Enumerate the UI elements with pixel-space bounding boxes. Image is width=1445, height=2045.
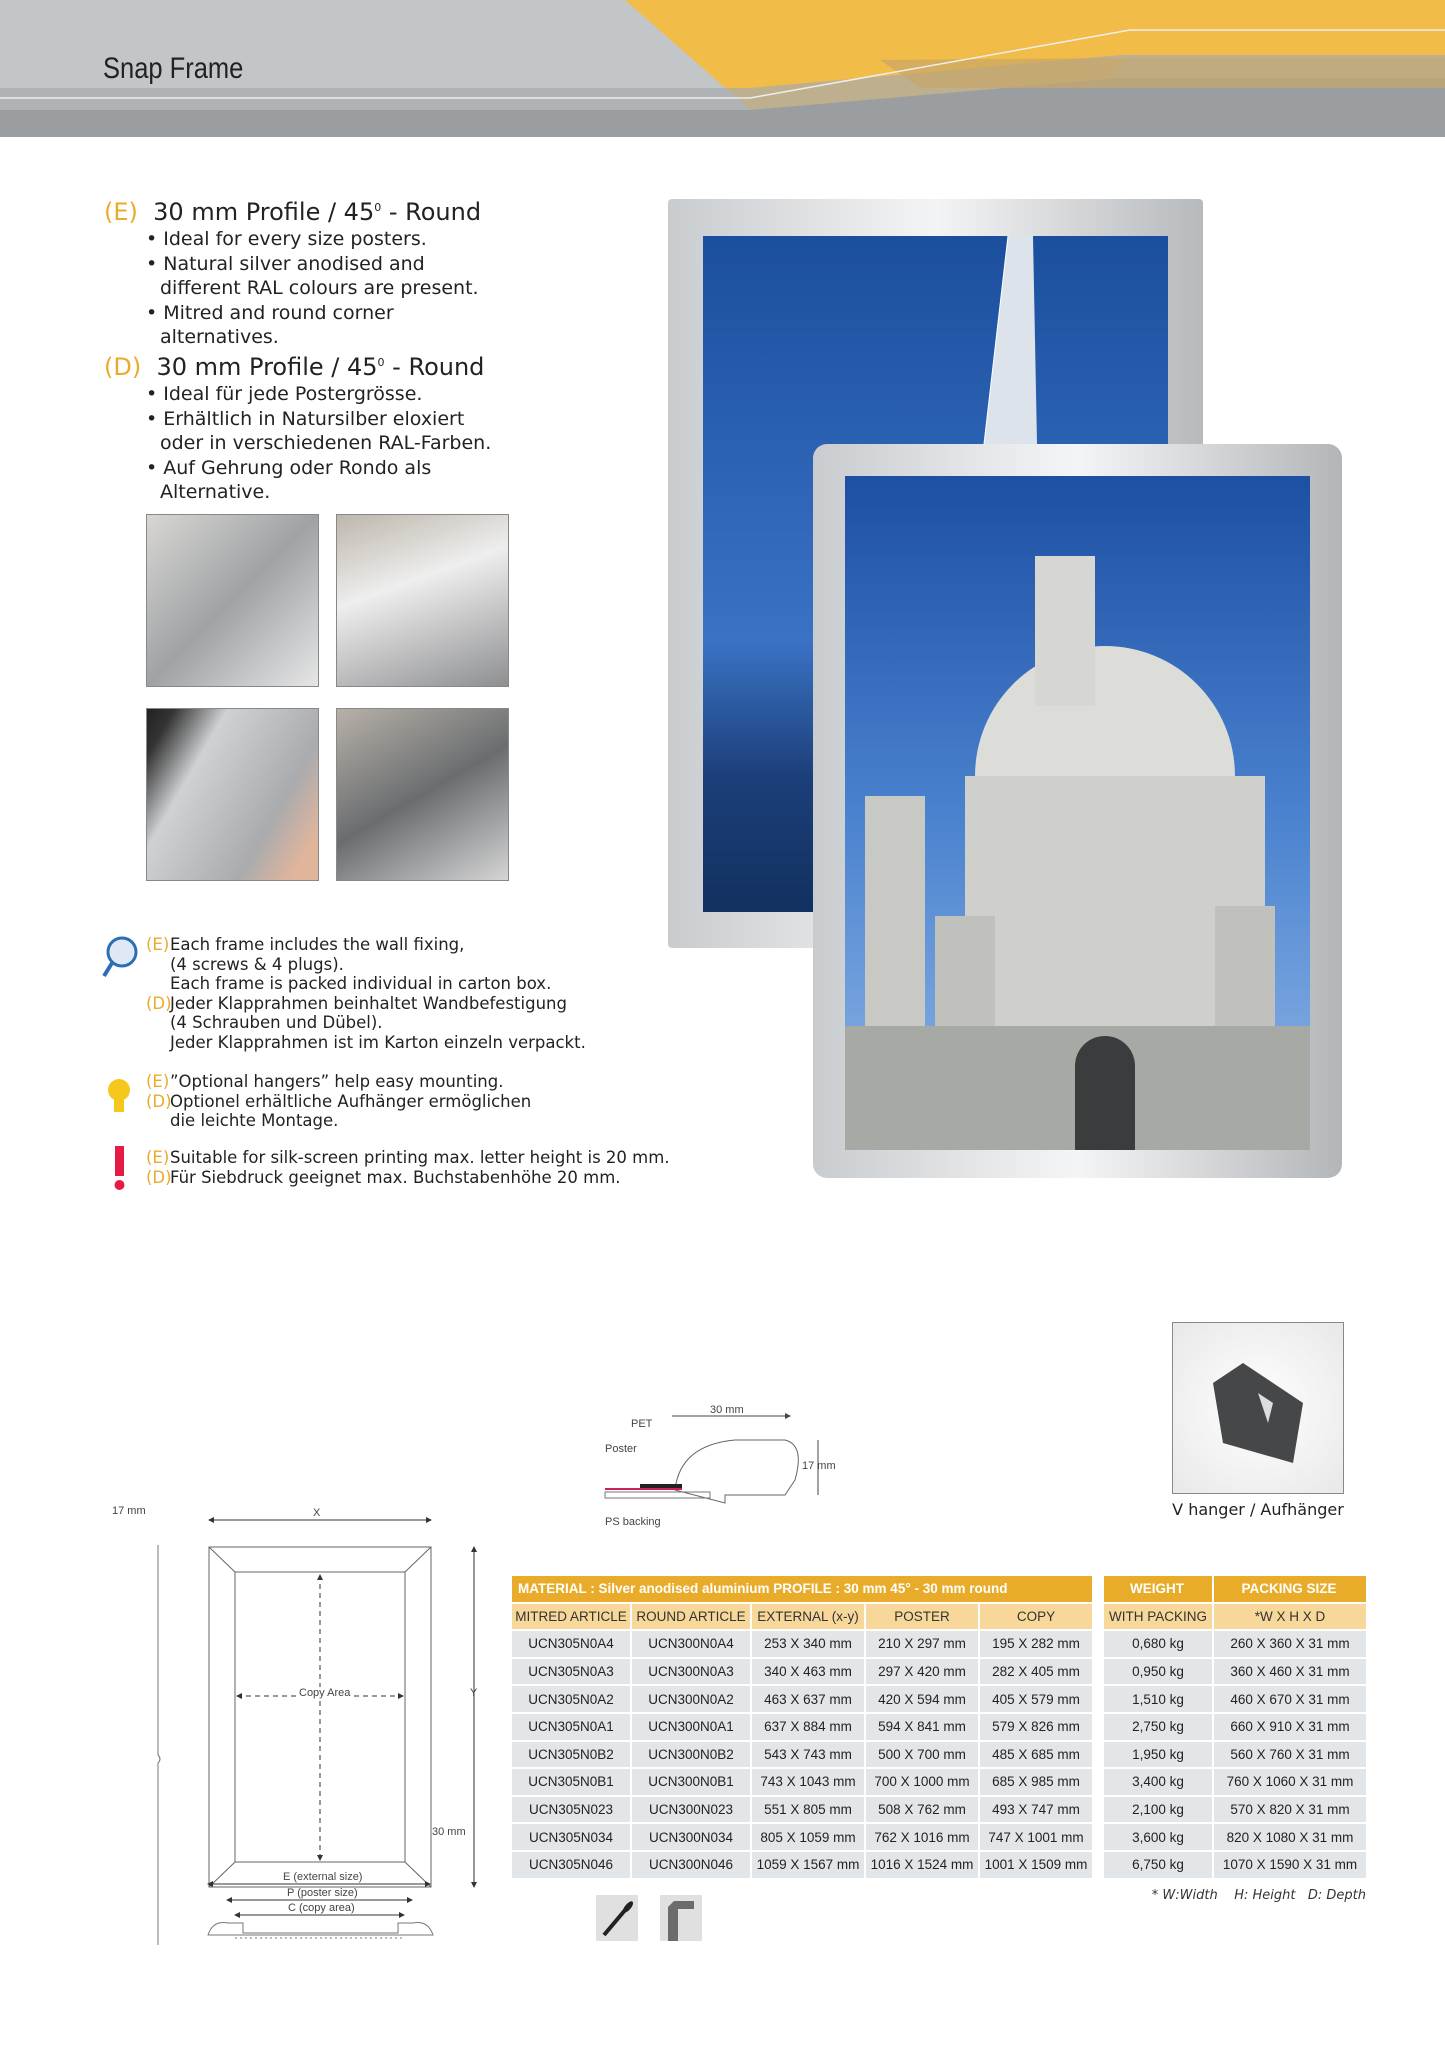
- table-cell: 637 X 884 mm: [752, 1714, 864, 1740]
- note-line: [146, 994, 586, 1014]
- german-description: [104, 348, 504, 505]
- table-row: [1104, 1742, 1366, 1768]
- lang-tag: [146, 974, 170, 994]
- note-0: [146, 935, 586, 1052]
- col-round: ROUND ARTICLE: [632, 1604, 750, 1630]
- english-description: [104, 193, 504, 350]
- table-cell: 2,750 kg: [1104, 1714, 1212, 1740]
- table-cell: 405 X 579 mm: [980, 1686, 1092, 1712]
- table-cell: 762 X 1016 mm: [866, 1824, 978, 1850]
- table-row: [1104, 1769, 1366, 1795]
- table-cell: 685 X 985 mm: [980, 1769, 1092, 1795]
- material-header: MATERIAL : Silver anodised aluminium PROFILE : 30 mm 45° - 30 mm round: [512, 1576, 1092, 1602]
- table-cell: UCN305N046: [512, 1852, 630, 1878]
- product-table: [510, 1574, 1094, 1880]
- table-cell: 253 X 340 mm: [752, 1631, 864, 1657]
- note-line: [146, 1111, 531, 1131]
- note-line: [146, 1092, 531, 1112]
- heading-end: - Round: [384, 353, 485, 381]
- packing-table: [1102, 1574, 1368, 1880]
- note-line: [146, 1168, 670, 1188]
- table-row: [1104, 1797, 1366, 1823]
- table-cell: 460 X 670 X 31 mm: [1214, 1686, 1366, 1712]
- heading-end: - Round: [381, 198, 482, 226]
- note-text: Jeder Klapprahmen beinhaltet Wandbefestigung: [170, 993, 567, 1013]
- table-row: [1104, 1659, 1366, 1685]
- table-row: [1104, 1852, 1366, 1878]
- note-line: [146, 1072, 531, 1092]
- note-text: (4 Schrauben und Dübel).: [170, 1013, 383, 1032]
- table-row: [1104, 1714, 1366, 1740]
- table-row: [512, 1742, 1092, 1768]
- lang-tag: (E): [104, 198, 138, 226]
- table-cell: 0,950 kg: [1104, 1659, 1212, 1685]
- table-cell: 570 X 820 X 31 mm: [1214, 1797, 1366, 1823]
- note-text: (4 screws & 4 plugs).: [170, 954, 344, 974]
- table-cell: UCN305N0A3: [512, 1659, 630, 1685]
- table-cell: UCN305N0B2: [512, 1742, 630, 1768]
- table-cell: 700 X 1000 mm: [866, 1769, 978, 1795]
- page-title: Snap Frame: [103, 52, 244, 85]
- table-cell: 543 X 743 mm: [752, 1742, 864, 1768]
- table-cell: 508 X 762 mm: [866, 1797, 978, 1823]
- y-label: Y: [470, 1687, 478, 1699]
- note-line: [146, 935, 586, 955]
- lang-tag: (D): [146, 1167, 172, 1187]
- table-footnote: * W:Width H: Height D: Depth: [1151, 1888, 1366, 1903]
- weight-sub: WITH PACKING: [1104, 1604, 1212, 1630]
- table-row: [512, 1852, 1092, 1878]
- note-text: Optionel erhältliche Aufhänger ermöglichen: [170, 1091, 532, 1111]
- magnifier-icon: [100, 934, 140, 984]
- page-header: [0, 0, 1445, 137]
- packing-sub: *W X H X D: [1214, 1604, 1366, 1630]
- table-cell: UCN300N0B1: [632, 1769, 750, 1795]
- lightbulb-icon: [101, 1072, 137, 1124]
- table-cell: 1070 X 1590 X 31 mm: [1214, 1852, 1366, 1878]
- table-cell: UCN305N034: [512, 1824, 630, 1850]
- col-copy: COPY: [980, 1604, 1092, 1630]
- cathedral-poster: [845, 476, 1310, 1150]
- note-line: [146, 974, 586, 994]
- table-cell: 820 X 1080 X 31 mm: [1214, 1824, 1366, 1850]
- note-text: Jeder Klapprahmen ist im Karton einzeln verpackt.: [170, 1032, 586, 1052]
- note-text: Each frame is packed individual in carton box.: [170, 974, 552, 993]
- col-mitred: MITRED ARTICLE: [512, 1604, 630, 1630]
- table-cell: 660 X 910 X 31 mm: [1214, 1714, 1366, 1740]
- table-row: [512, 1659, 1092, 1685]
- table-cell: 3,400 kg: [1104, 1769, 1212, 1795]
- lang-tag: (D): [104, 353, 142, 381]
- lang-tag: (E): [146, 1072, 170, 1091]
- table-row: [1104, 1686, 1366, 1712]
- bullet: • Natural silver anodised and different RAL colours are present.: [146, 252, 504, 301]
- table-cell: UCN300N034: [632, 1824, 750, 1850]
- lang-tag: (E): [146, 935, 170, 954]
- note-text: Suitable for silk-screen printing max. letter height is 20 mm.: [170, 1148, 670, 1167]
- profile-height-label: 17 mm: [802, 1460, 836, 1472]
- bullet: • Ideal for every size posters.: [146, 227, 504, 252]
- hands-opening-frame-photo: [146, 708, 319, 881]
- table-cell: UCN305N0A1: [512, 1714, 630, 1740]
- table-cell: 0,680 kg: [1104, 1631, 1212, 1657]
- copy-area-label: Copy Area: [296, 1687, 353, 1699]
- table-row: [1104, 1824, 1366, 1850]
- hanger-caption: V hanger / Aufhänger: [1172, 1500, 1344, 1519]
- table-cell: UCN300N0A1: [632, 1714, 750, 1740]
- exclamation-icon: [110, 1146, 130, 1196]
- table-cell: 1059 X 1567 mm: [752, 1852, 864, 1878]
- pet-label: PET: [631, 1418, 653, 1430]
- screw-icon: [596, 1895, 638, 1941]
- poster-label: Poster: [605, 1443, 637, 1455]
- table-cell: 500 X 700 mm: [866, 1742, 978, 1768]
- table-row: [512, 1797, 1092, 1823]
- table-cell: 340 X 463 mm: [752, 1659, 864, 1685]
- note-line: [146, 955, 586, 975]
- lang-tag: [146, 1033, 170, 1053]
- table-cell: 1,510 kg: [1104, 1686, 1212, 1712]
- lang-tag: [146, 955, 170, 975]
- table-cell: 195 X 282 mm: [980, 1631, 1092, 1657]
- profile-photo-2: [336, 514, 509, 687]
- note-line: [146, 1013, 586, 1033]
- table-cell: 560 X 760 X 31 mm: [1214, 1742, 1366, 1768]
- table-cell: 6,750 kg: [1104, 1852, 1212, 1878]
- lang-tag: [146, 1013, 170, 1033]
- table-cell: UCN300N0A2: [632, 1686, 750, 1712]
- col-poster: POSTER: [866, 1604, 978, 1630]
- depth-label: 17 mm: [112, 1505, 146, 1517]
- note-text: Each frame includes the wall fixing,: [170, 935, 465, 954]
- table-cell: UCN300N0A3: [632, 1659, 750, 1685]
- note-line: [146, 1148, 670, 1168]
- table-cell: 805 X 1059 mm: [752, 1824, 864, 1850]
- table-row: [512, 1686, 1092, 1712]
- table-cell: UCN300N046: [632, 1852, 750, 1878]
- table-cell: 297 X 420 mm: [866, 1659, 978, 1685]
- note-text: die leichte Montage.: [170, 1111, 339, 1130]
- table-cell: UCN305N0A4: [512, 1631, 630, 1657]
- table-cell: 260 X 360 X 31 mm: [1214, 1631, 1366, 1657]
- table-cell: 747 X 1001 mm: [980, 1824, 1092, 1850]
- backing-label: PS backing: [605, 1516, 661, 1528]
- table-cell: 360 X 460 X 31 mm: [1214, 1659, 1366, 1685]
- note-text: ”Optional hangers” help easy mounting.: [170, 1072, 504, 1091]
- table-cell: UCN300N0B2: [632, 1742, 750, 1768]
- lang-tag: [146, 1111, 170, 1131]
- lang-tag: (D): [146, 1091, 172, 1111]
- external-size-label: E (external size): [283, 1871, 363, 1883]
- table-cell: UCN300N023: [632, 1797, 750, 1823]
- table-cell: 420 X 594 mm: [866, 1686, 978, 1712]
- note-text: Für Siebdruck geeignet max. Buchstabenhöhe 20 mm.: [170, 1167, 621, 1187]
- table-cell: UCN305N023: [512, 1797, 630, 1823]
- table-cell: 1016 X 1524 mm: [866, 1852, 978, 1878]
- table-cell: 760 X 1060 X 31 mm: [1214, 1769, 1366, 1795]
- weight-header: WEIGHT: [1104, 1576, 1212, 1602]
- table-cell: 3,600 kg: [1104, 1824, 1212, 1850]
- table-cell: 1,950 kg: [1104, 1742, 1212, 1768]
- table-cell: 493 X 747 mm: [980, 1797, 1092, 1823]
- table-cell: 485 X 685 mm: [980, 1742, 1092, 1768]
- table-row: [512, 1769, 1092, 1795]
- table-row: [1104, 1631, 1366, 1657]
- table-cell: 551 X 805 mm: [752, 1797, 864, 1823]
- table-cell: 463 X 637 mm: [752, 1686, 864, 1712]
- table-cell: 210 X 297 mm: [866, 1631, 978, 1657]
- profile-photo-1: [146, 514, 319, 687]
- bullet: • Ideal für jede Postergrösse.: [146, 382, 504, 407]
- note-2: [146, 1148, 670, 1187]
- bullet: • Mitred and round corner alternatives.: [146, 301, 504, 350]
- round-frame-photo: [813, 444, 1342, 1178]
- table-cell: UCN300N0A4: [632, 1631, 750, 1657]
- heading: 30 mm Profile / 45: [156, 353, 378, 381]
- table-cell: 594 X 841 mm: [866, 1714, 978, 1740]
- table-cell: UCN305N0B1: [512, 1769, 630, 1795]
- lang-tag: (E): [146, 1148, 170, 1167]
- profile-30mm-label: 30 mm: [432, 1826, 466, 1838]
- table-cell: 2,100 kg: [1104, 1797, 1212, 1823]
- profile-width-label: 30 mm: [710, 1404, 744, 1416]
- bullet: • Auf Gehrung oder Rondo als Alternative.: [146, 456, 504, 505]
- x-label: X: [313, 1507, 321, 1519]
- degree: 0: [377, 356, 385, 369]
- table-cell: 743 X 1043 mm: [752, 1769, 864, 1795]
- table-row: [512, 1824, 1092, 1850]
- table-cell: UCN305N0A2: [512, 1686, 630, 1712]
- copy-size-label: C (copy area): [288, 1902, 355, 1914]
- corner-photo: [336, 708, 509, 881]
- heading: 30 mm Profile / 45: [153, 198, 375, 226]
- bullet: • Erhältlich in Natursilber eloxiert oder in verschiedenen RAL-Farben.: [146, 407, 504, 456]
- table-row: [512, 1714, 1092, 1740]
- note-1: [146, 1072, 531, 1131]
- poster-size-label: P (poster size): [287, 1887, 358, 1899]
- col-external: EXTERNAL (x-y): [752, 1604, 864, 1630]
- mitred-corner-icon: [660, 1895, 702, 1941]
- packing-header: PACKING SIZE: [1214, 1576, 1366, 1602]
- note-line: [146, 1033, 586, 1053]
- lang-tag: (D): [146, 993, 172, 1013]
- v-hanger-photo: [1172, 1322, 1344, 1494]
- table-cell: 579 X 826 mm: [980, 1714, 1092, 1740]
- table-row: [512, 1631, 1092, 1657]
- table-cell: 282 X 405 mm: [980, 1659, 1092, 1685]
- table-cell: 1001 X 1509 mm: [980, 1852, 1092, 1878]
- degree: 0: [374, 201, 382, 214]
